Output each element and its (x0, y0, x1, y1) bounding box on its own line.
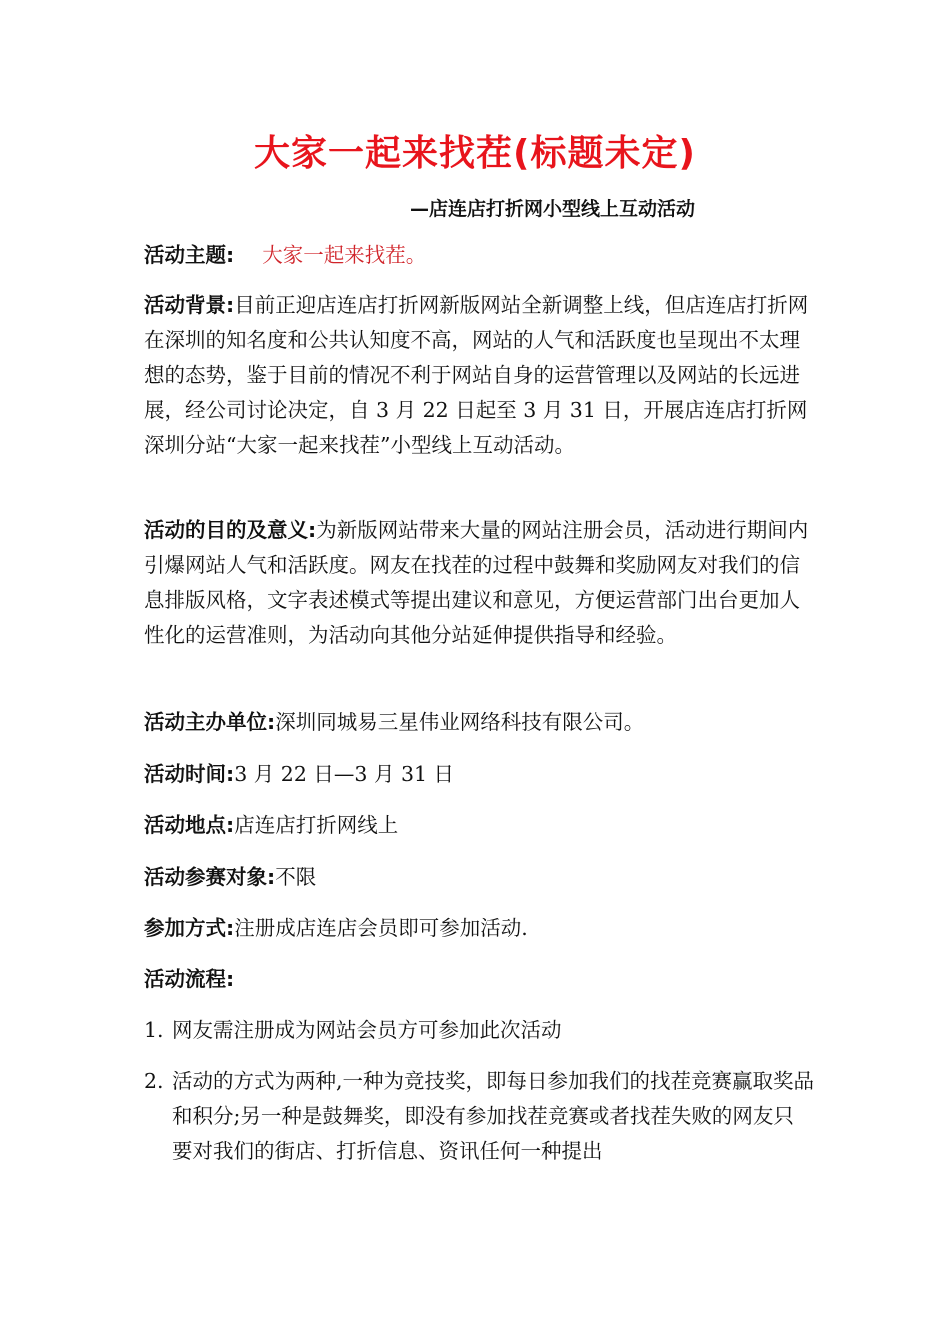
list-item (144, 1013, 814, 1048)
time-paragraph (144, 757, 814, 792)
participants-paragraph (144, 860, 814, 895)
method-label: 参加方式: (144, 916, 235, 940)
participants-label: 活动参赛对象: (144, 865, 276, 889)
list-item-text: 网友需注册成为网站会员方可参加此次活动 (172, 1018, 562, 1042)
list-item-number: 2. (144, 1069, 164, 1093)
theme-paragraph (144, 238, 814, 273)
time-value: 3 月 22 日—3 月 31 日 (234, 762, 455, 786)
participants-value: 不限 (275, 865, 317, 889)
location-paragraph (144, 808, 814, 843)
location-label: 活动地点: (144, 813, 235, 837)
organizer-label: 活动主办单位: (144, 710, 276, 734)
process-heading (144, 962, 814, 997)
time-label: 活动时间: (144, 762, 235, 786)
theme-value: 大家一起来找茬。 (262, 243, 427, 267)
organizer-value: 深圳同城易三星伟业网络科技有限公司。 (275, 710, 645, 734)
background-text: 目前正迎店连店打折网新版网站全新调整上线，但店连店打折网在深圳的知名度和公共认知度不高，网站的人气和活跃度也呈现出不太理想的态势，鉴于目前的情况不利于网站自身的运营管理以及网站的长远进展，经公司讨论决定，自 3 月 22 日起至 3 月 31 日，开展店连店打折网深圳分站“大家一起来找茬”小型线上互动活动。 (144, 293, 809, 457)
process-label: 活动流程: (144, 967, 235, 991)
theme-label: 活动主题: (144, 243, 235, 267)
purpose-text: 为新版网站带来大量的网站注册会员，活动进行期间内引爆网站人气和活跃度。网友在找茬的过程中鼓舞和奖励网友对我们的信息排版风格，文字表述模式等提出建议和意见，方便运营部门出台更加人性化的运营准则，为活动向其他分站延伸提供指导和经验。 (144, 518, 809, 647)
document-title: 大家一起来找茬(标题未定) (254, 133, 696, 174)
list-item-number: 1. (144, 1018, 164, 1042)
background-label: 活动背景: (144, 293, 235, 317)
method-paragraph (144, 911, 814, 946)
location-value: 店连店打折网线上 (234, 813, 399, 837)
organizer-paragraph (144, 705, 814, 740)
list-item (144, 1064, 814, 1169)
purpose-paragraph (144, 513, 814, 653)
method-value: 注册成店连店会员即可参加活动. (234, 916, 528, 940)
background-paragraph (144, 288, 814, 463)
purpose-label: 活动的目的及意义: (144, 518, 317, 542)
list-item-text: 活动的方式为两种,一种为竞技奖，即每日参加我们的找茬竞赛赢取奖品和积分;另一种是鼓舞奖，即没有参加找茬竞赛或者找茬失败的网友只要对我们的街店、打折信息、资讯任何一种提出 (172, 1069, 815, 1163)
document-subtitle: —店连店打折网小型线上互动活动 (410, 198, 696, 220)
